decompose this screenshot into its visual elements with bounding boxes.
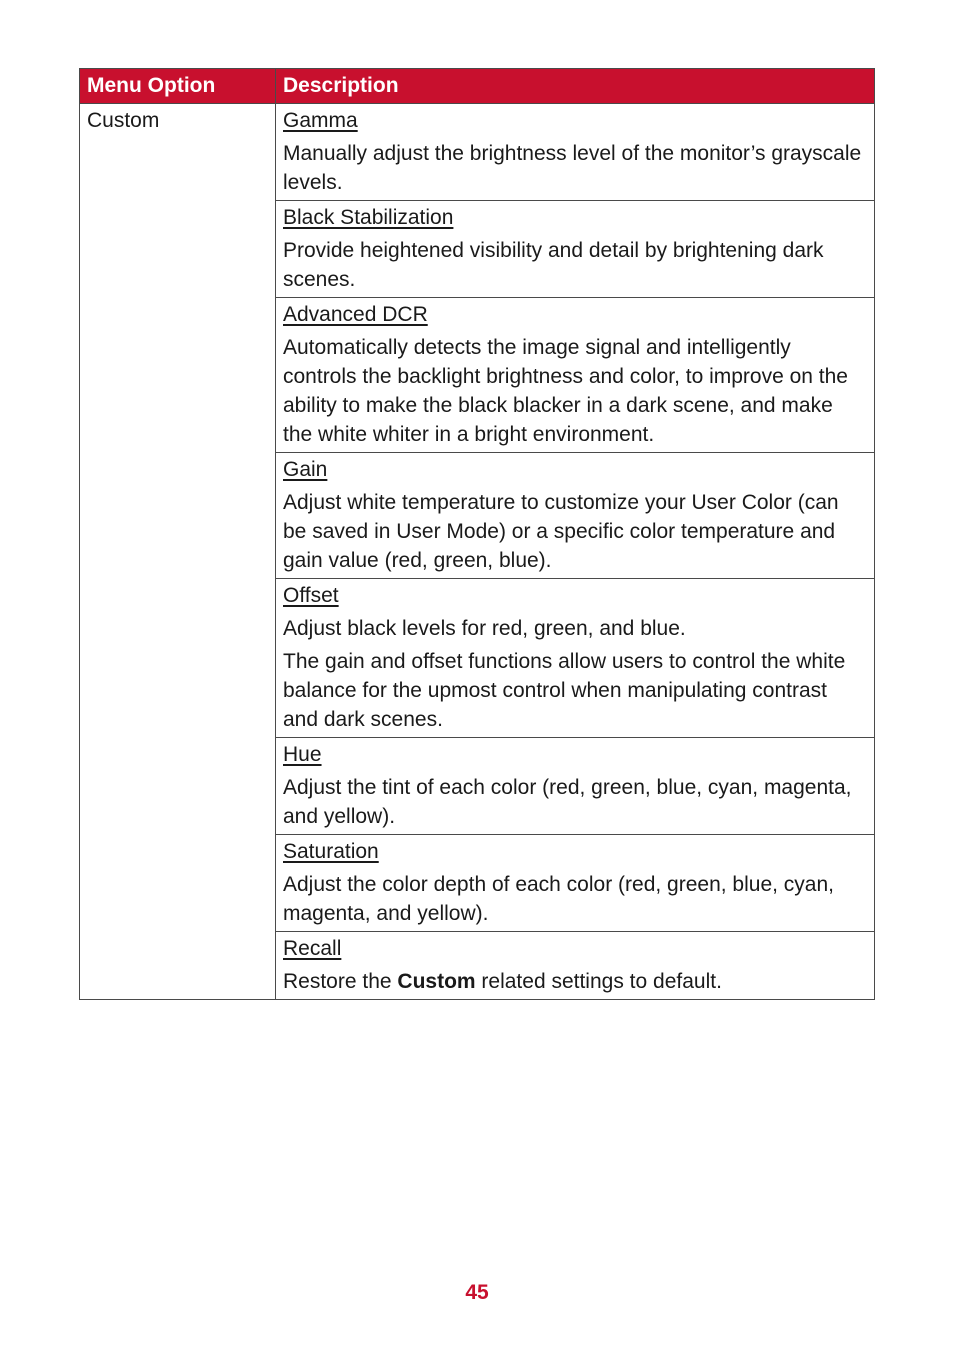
option-cell-custom: Custom [80,104,276,1000]
item-description: Adjust black levels for red, green, and blue. [283,617,686,640]
item-title: Saturation [283,840,379,863]
item-title: Offset [283,584,339,607]
item-description-note: The gain and offset functions allow users to control the white balance for the upmost control when manipulating contrast and dark scenes. [283,650,846,731]
page-number: 45 [465,1281,489,1304]
item-description: Adjust the tint of each color (red, green, blue, cyan, magenta, and yellow). [283,776,852,828]
table-row [80,104,875,201]
item-title: Hue [283,743,322,766]
item-recall [276,932,875,1000]
item-title: Advanced DCR [283,303,428,326]
item-saturation [276,835,875,932]
item-description: Adjust the color depth of each color (red, green, blue, cyan, magenta, and yellow). [283,873,834,925]
item-title: Recall [283,937,342,960]
table-header-row [80,69,875,104]
item-offset [276,579,875,738]
item-advanced-dcr [276,298,875,453]
recall-text-bold: Custom [397,970,476,993]
item-gain [276,453,875,579]
menu-option-table [79,68,875,1000]
item-description: Manually adjust the brightness level of the monitor’s grayscale levels. [283,142,862,194]
recall-text-suffix: related settings to default. [475,970,722,993]
header-menu-option: Menu Option [80,69,276,104]
item-description: Adjust white temperature to customize your User Color (can be saved in User Mode) or a specific color temperature and gain value (red, green, blue). [283,491,839,572]
item-description: Automatically detects the image signal and intelligently controls the backlight brightness and color, to improve on the ability to make the black blacker in a dark scene, and make the white whiter in a bright environment. [283,336,848,446]
item-title: Gain [283,458,328,481]
item-black-stabilization [276,201,875,298]
item-hue [276,738,875,835]
item-title: Gamma [283,109,358,132]
item-title: Black Stabilization [283,206,454,229]
item-description: Provide heightened visibility and detail by brightening dark scenes. [283,239,824,291]
recall-text-prefix: Restore the [283,970,398,993]
header-description: Description [276,69,875,104]
item-description [283,967,867,996]
item-gamma [276,104,875,201]
